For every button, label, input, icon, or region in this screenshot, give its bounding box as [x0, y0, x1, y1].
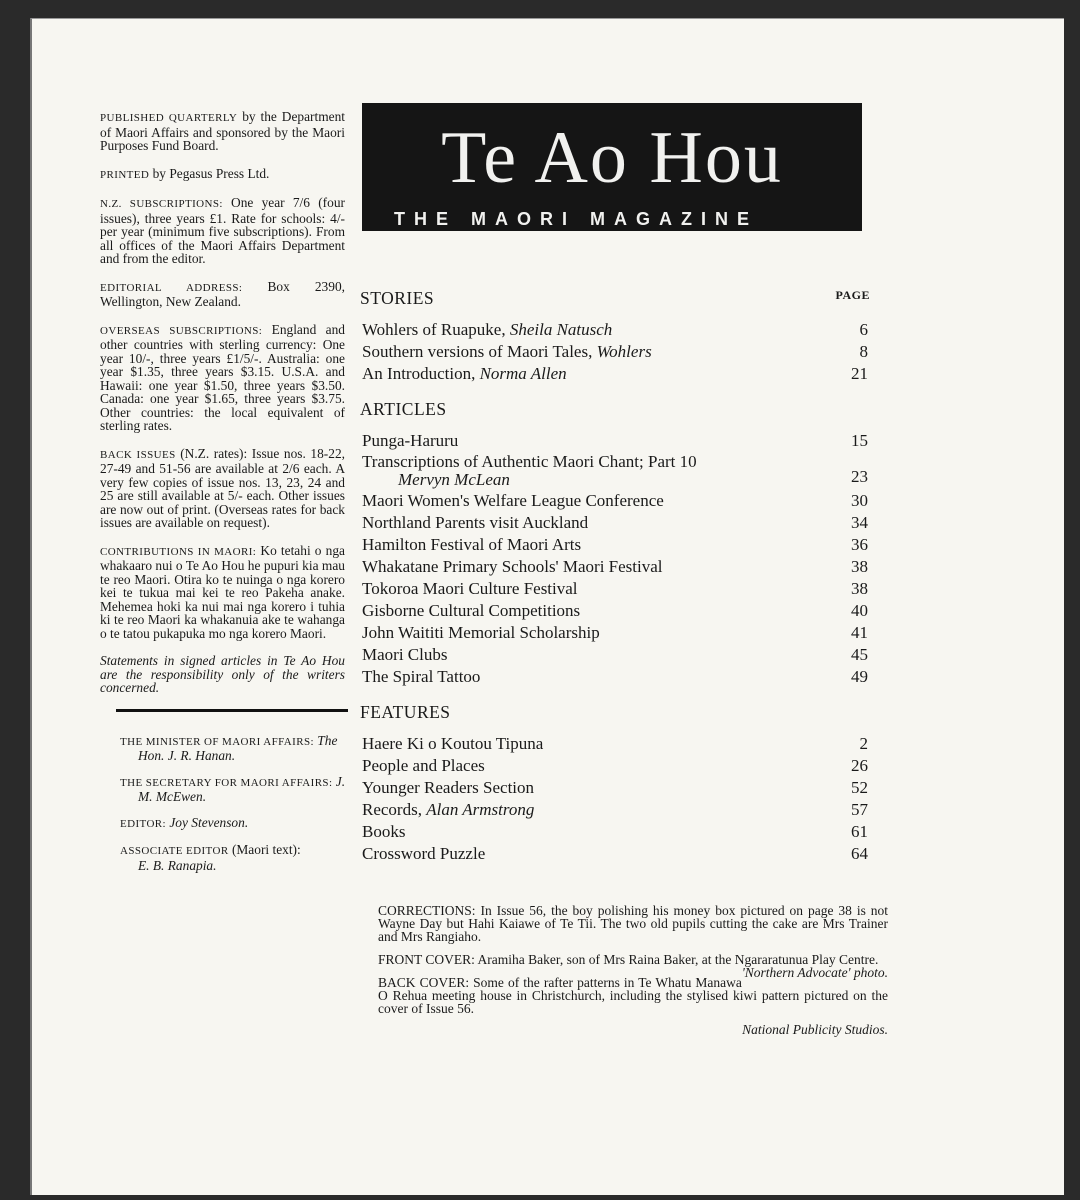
toc-entry-title: Whakatane Primary Schools' Maori Festival [362, 557, 663, 576]
back-cover-credit: National Publicity Studios. [742, 1022, 888, 1037]
back-issues: BACK ISSUES (N.Z. rates): Issue nos. 18-22, 27-49 and 51-56 are available at 2/6 each. A very few copies of issue nos. 13, 23, 24 and 25 are still available at 5/- each. Other issues are now out of print. (Overseas rates for back issues are available on request). [100, 445, 345, 530]
toc-entry [360, 578, 870, 600]
stories-list [360, 319, 870, 385]
nz-subscriptions: N.Z. SUBSCRIPTIONS: One year 7/6 (four issues), three years £1. Rate for schools: 4/- per year (minimum five subscriptions). From all offices of the Maori Affairs Department and from the editor. [100, 195, 345, 266]
toc-entry-page: 57 [851, 800, 868, 819]
page-column-heading: PAGE [835, 288, 870, 302]
staff-credits [120, 734, 356, 873]
toc-entry-title: Transcriptions of Authentic Maori Chant; Part 10 Mervyn McLean [362, 452, 697, 489]
printed-note: PRINTED by Pegasus Press Ltd. [100, 165, 270, 181]
toc-entry-title: The Spiral Tattoo [362, 667, 481, 686]
toc-entry [360, 556, 870, 578]
toc-entry-title: An Introduction, Norma Allen [362, 364, 567, 383]
minister-credit: THE MINISTER OF MAORI AFFAIRS: The Hon. J. R. Hanan. [120, 732, 338, 763]
toc-entry [360, 622, 870, 644]
stories-heading: STORIES [360, 288, 435, 308]
toc-entry-page: 30 [851, 491, 868, 510]
toc-entry [360, 534, 870, 556]
toc-entry-title: John Waititi Memorial Scholarship [362, 623, 600, 642]
corrections-note: CORRECTIONS: In Issue 56, the boy polishing his money box pictured on page 38 is not Wayne Day but Hahi Kaiawe of Te Tii. The two old pupils cutting the cake are Mrs Trainer and Mrs Rangiaho. [378, 903, 888, 944]
toc-entry-page: 6 [859, 320, 868, 339]
toc-entry-title: Maori Clubs [362, 645, 448, 664]
toc-entry-page: 36 [851, 535, 868, 554]
toc-entry-title: Tokoroa Maori Culture Festival [362, 579, 578, 598]
toc-entry-title: People and Places [362, 756, 485, 775]
toc-entry [360, 666, 870, 688]
toc-entry-author: Wohlers [596, 342, 652, 361]
editorial-address: EDITORIAL ADDRESS: Box 2390, Wellington, New Zealand. [100, 278, 345, 309]
toc-entry-author: Alan Armstrong [426, 800, 535, 819]
toc-entry [360, 319, 870, 341]
divider [116, 709, 348, 712]
colophon [100, 110, 345, 884]
toc-entry-page: 41 [851, 623, 868, 642]
magazine-subtitle: THE MAORI MAGAZINE [394, 209, 758, 229]
toc-entry-page: 8 [859, 342, 868, 361]
toc-entry [360, 777, 870, 799]
toc-entry [360, 799, 870, 821]
toc-entry-title: Books [362, 822, 406, 841]
toc-entry [360, 363, 870, 385]
toc-entry [360, 430, 870, 452]
toc-entry-page: 23 [851, 467, 868, 486]
toc-entry-page: 38 [851, 579, 868, 598]
toc-entry-title: Younger Readers Section [362, 778, 535, 797]
toc-entry-author: Sheila Natusch [509, 320, 613, 339]
toc-entry-title: Northland Parents visit Auckland [362, 513, 589, 532]
contributions-in-maori: CONTRIBUTIONS IN MAORI: Ko tetahi o nga whakaaro nui o Te Ao Hou he pupuri kia mau te reo Maori. Otira ko te nuinga o nga korero kei te tukua mai kei te reo Pakeha anake. Mehemea hoki ka nui mai nga korero i tuhia ki te reo Maori ka whakanuia ake te wahanga o te tatou pukapuka mo nga korero Maori. [100, 542, 345, 641]
toc-entry-page: 34 [851, 513, 868, 532]
toc-entry-title: Crossword Puzzle [362, 844, 486, 863]
toc-entry [360, 490, 870, 512]
toc-entry-page: 26 [851, 756, 868, 775]
toc-entry-title: Punga-Haruru [362, 431, 459, 450]
toc-entry [360, 821, 870, 843]
toc-entry-page: 21 [851, 364, 868, 383]
toc-entry [360, 644, 870, 666]
toc-entry [360, 843, 870, 865]
toc-entry-page: 64 [851, 844, 868, 863]
toc-entry [360, 755, 870, 777]
secretary-credit: THE SECRETARY FOR MAORI AFFAIRS: J. M. McEwen. [120, 773, 346, 804]
toc-entry-page: 49 [851, 667, 868, 686]
masthead [362, 103, 862, 231]
overseas-subscriptions: OVERSEAS SUBSCRIPTIONS: England and other countries with sterling currency: One year 10/-, three years £1/5/-. Australia: one year $1.35, three years $3.15. U.S.A. and Hawaii: one year $1.50, three years $3.50. Canada: one year $1.65, three years $3.75. Other countries: the local equivalent of sterling rates. [100, 321, 345, 433]
toc-entry [360, 341, 870, 363]
toc-entry-title: Wohlers of Ruapuke, Sheila Natusch [362, 320, 613, 339]
notes [378, 904, 888, 1046]
magazine-title: Te Ao Hou [441, 117, 783, 199]
articles-heading: ARTICLES [360, 399, 447, 419]
toc-entry [360, 600, 870, 622]
toc-entry-page: 52 [851, 778, 868, 797]
toc-entry-title: Haere Ki o Koutou Tipuna [362, 734, 544, 753]
associate-editor-credit: ASSOCIATE EDITOR (Maori text): E. B. Ranapia. [120, 842, 301, 873]
front-cover-note: FRONT COVER: Aramiha Baker, son of Mrs Raina Baker, at the Ngararatunua Play Centre. 'Northern Advocate' photo. [378, 952, 888, 980]
front-cover-credit: 'Northern Advocate' photo. [741, 965, 888, 980]
articles-list [360, 430, 870, 688]
table-of-contents [360, 288, 870, 865]
toc-entry-author: Norma Allen [479, 364, 567, 383]
features-list [360, 733, 870, 865]
toc-entry [360, 452, 870, 490]
published-note: PUBLISHED QUARTERLY by the Department of Maori Affairs and sponsored by the Maori Purposes Fund Board. [100, 109, 345, 153]
features-heading: FEATURES [360, 702, 451, 722]
toc-entry [360, 733, 870, 755]
editor-credit: EDITOR: Joy Stevenson. [120, 814, 249, 830]
toc-entry [360, 512, 870, 534]
toc-entry-page: 45 [851, 645, 868, 664]
toc-entry-page: 2 [859, 734, 868, 753]
toc-entry-title: Maori Women's Welfare League Conference [362, 491, 664, 510]
toc-entry-title: Gisborne Cultural Competitions [362, 601, 581, 620]
toc-entry-author: Mervyn McLean [398, 470, 510, 489]
toc-entry-title: Records, Alan Armstrong [362, 800, 535, 819]
toc-entry-page: 40 [851, 601, 868, 620]
toc-entry-page: 61 [851, 822, 868, 841]
responsibility-statement: Statements in signed articles in Te Ao Hou are the responsibility only of the writers concerned. [100, 653, 345, 695]
toc-entry-page: 38 [851, 557, 868, 576]
toc-entry-title: Hamilton Festival of Maori Arts [362, 535, 582, 554]
toc-entry-page: 15 [851, 431, 868, 450]
back-cover-note: BACK COVER: Some of the rafter patterns in Te Whatu Manawa O Rehua meeting house in Christchurch, including the stylised kiwi pattern pictured on the cover of Issue 56. [378, 975, 888, 1016]
toc-entry-title: Southern versions of Maori Tales, Wohlers [362, 342, 652, 361]
